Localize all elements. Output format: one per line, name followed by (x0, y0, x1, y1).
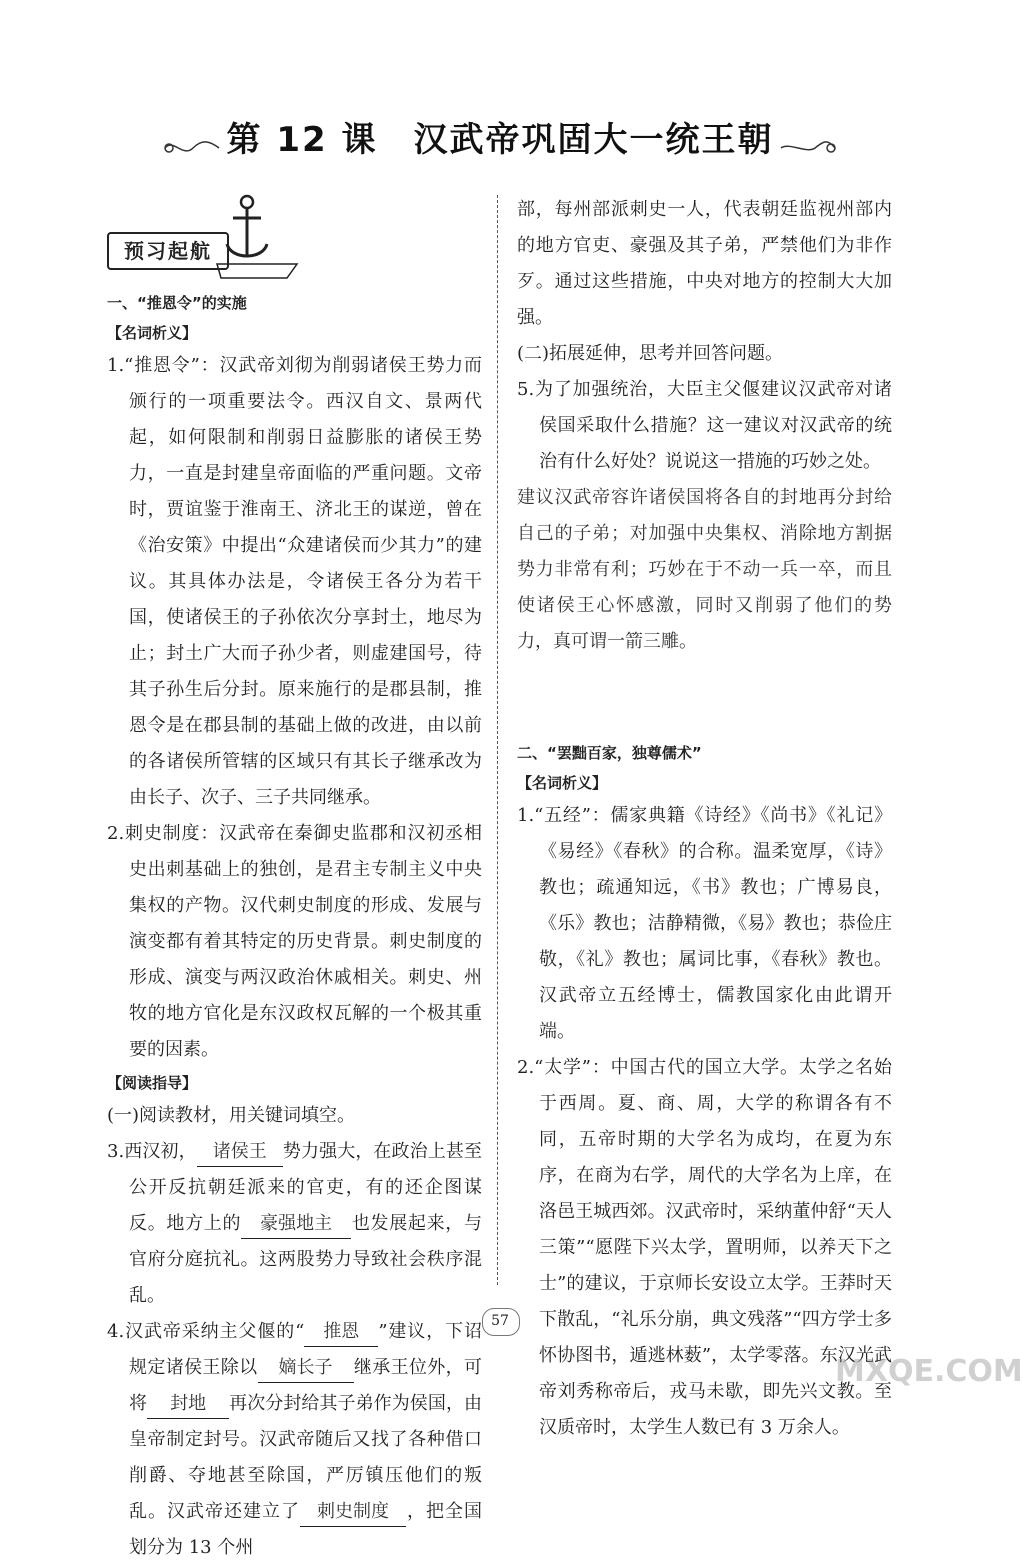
left-flourish-icon (161, 132, 221, 162)
question-5: 5.为了加强统治，大臣主父偃建议汉武帝对诸侯国采取什么措施？这一建议对汉武帝的统治有什么好处？说说这一措施的巧妙之处。 (517, 379, 892, 472)
reading-tag: 【阅读指导】 (107, 1074, 198, 1092)
q4-text-c: ”建议，下诏规定诸侯王除以 (129, 1321, 482, 1378)
fill-instruction: (一)阅读教材，用关键词填空。 (107, 1105, 356, 1126)
q4-text-a: 4.汉武帝采纳主父偃的“ (107, 1321, 305, 1342)
q3-blank-2: 豪强地主 (241, 1210, 351, 1239)
q3-text-d: 也发展起来，与官府分庭抗礼。这两股势力导致社会秩序混乱。 (129, 1213, 483, 1306)
terms-tag-2: 【名词析义】 (517, 774, 608, 792)
badge-label: 预习起航 (107, 232, 229, 270)
title-bar (0, 112, 1000, 162)
page-number (470, 1306, 530, 1336)
q4-blank-1: 推恩 (304, 1318, 378, 1347)
term-tuienling: 1.“推恩令”：汉武帝刘彻为削弱诸侯王势力而颁行的一项重要法令。西汉自文、景两代起，如何限制和削弱日益膨胀的诸侯王势力，一直是封建皇帝面临的严重问题。文帝时，贾谊鉴于淮南王、济北王的谋逆，曾在《治安策》中提出“众建诸侯而少其力”的建议。其具体办法是，令诸侯王各分为若干国，使诸侯王的子孙依次分享封土，地尽为止；封土广大而子孙少者，则虚建国号，待其子孙生后分封。原来施行的是郡县制，推恩令是在郡县制的基础上做的改进，由以前的各诸侯所管辖的区域只有其长子继承改为由长子、次子、三子共同继承。 (107, 355, 482, 808)
q4-text-f: ，把全国划分为 13 个州 (129, 1501, 482, 1558)
q4-blank-3: 封地 (147, 1390, 229, 1419)
question-3 (107, 1134, 482, 1314)
page-number-text: 57 (491, 1313, 509, 1329)
term-wujing: 1.“五经”：儒家典籍《诗经》《尚书》《礼记》《易经》《春秋》的合称。温柔宽厚，《诗》教也；疏通知远，《书》教也；广博易良，《乐》教也；洁静精微，《易》教也；恭俭庄敬，《礼》教也；属词比事，《春秋》教也。汉武帝立五经博士，儒教国家化由此谓开端。 (517, 805, 892, 1042)
section2-heading: 二、“罢黜百家，独尊儒术” (517, 744, 702, 762)
terms-tag: 【名词析义】 (107, 324, 198, 342)
term-cishi: 2.刺史制度：汉武帝在秦御史监郡和汉初丞相史出刺基础上的独创，是君主专制主义中央集权的产物。汉代刺史制度的形成、发展与演变都有着其特定的历史背景。刺史制度的形成、演变与两汉政治休戚相关。刺史、州牧的地方官化是东汉政权瓦解的一个极其重要的因素。 (107, 823, 482, 1060)
q4-text-d: 继承王位外，可将 (129, 1357, 482, 1414)
term-taixue: 2.“太学”：中国古代的国立大学。太学之名始于西周。夏、商、周，大学的称谓各有不同，五帝时期的大学名为成均，在夏为东序，在商为右学，周代的大学名为上庠，在洛邑王城西郊。汉武帝时，采纳董仲舒“天人三策”“愿陛下兴太学，置明师，以养天下之士”的建议，于京师长安设立太学。王莽时天下散乱，“礼乐分崩，典文残落”“四方学士多怀协图书，遁逃林薮”，太学零落。东汉光武帝刘秀称帝后，戎马未歇，即先兴文教。至汉质帝时，太学生人数已有 3 万余人。 (517, 1057, 892, 1438)
q3-text-a: 3.西汉初， (107, 1141, 197, 1162)
column-divider (497, 195, 498, 1285)
right-flourish-icon (779, 132, 839, 162)
left-column (107, 190, 482, 1566)
lesson-title: 第 12 课 汉武帝巩固大一统王朝 (226, 120, 774, 160)
question-4-continued: 部，每州部派刺史一人，代表朝廷监视州部内的地方官吏、豪强及其子弟，严禁他们为非作歹。通过这些措施，中央对地方的控制大大加强。 (517, 199, 892, 328)
question-4 (107, 1314, 482, 1566)
right-column (517, 192, 892, 1446)
answer-5: 建议汉武帝容许诸侯国将各自的封地再分封给自己的子弟；对加强中央集权、消除地方割据势力非常有利；巧妙在于不动一兵一卒，而且使诸侯王心怀感激，同时又削弱了他们的势力，真可谓一箭三雕。 (517, 487, 892, 652)
anchor-icon (217, 190, 307, 280)
q3-blank-1: 诸侯王 (197, 1138, 283, 1167)
preview-badge (107, 190, 307, 282)
extend-instruction: (二)拓展延伸，思考并回答问题。 (517, 343, 784, 364)
q4-blank-4: 刺史制度 (300, 1498, 406, 1527)
q3-text-c: 势力强大，在政治上甚至公开反抗朝廷派来的官吏，有的还企图谋反。地方上的 (129, 1141, 482, 1234)
section1-heading: 一、“推恩令”的实施 (107, 294, 247, 312)
q4-text-e: 再次分封给其子弟作为侯国，由皇帝制定封号。汉武帝随后又找了各种借口削爵、夺地甚至除国，严厉镇压他们的叛乱。汉武帝还建立了 (129, 1393, 483, 1522)
spacer (517, 660, 892, 738)
watermark (835, 1320, 1023, 1400)
watermark-text: MXQE.COM (835, 1354, 1023, 1389)
q4-blank-2: 嫡长子 (258, 1354, 354, 1383)
